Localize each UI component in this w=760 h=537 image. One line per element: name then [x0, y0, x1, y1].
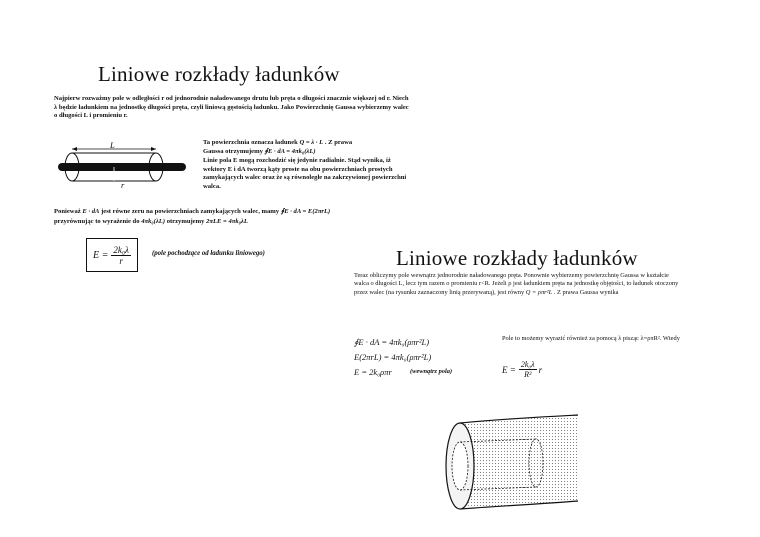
equation-3: E = 2k₀ρπr [354, 367, 392, 377]
gauss-equation: ∮E · dA = 4πk₀(λL) [264, 148, 316, 155]
charge-equation: Q = λ · L [299, 139, 324, 146]
line-charge-caption: (pole pochodzące od ładunku liniowego) [152, 250, 265, 257]
flux-line-1: Ponieważ E · dA jest równe zeru na powierzchniach zamykających walec, mamy ∮E · dA = E(2πrL) [54, 208, 331, 215]
side-line-1: Ta powierzchnia oznacza ładunek Q = λ · L . Z prawa [203, 139, 353, 146]
figure-length-label: L [110, 140, 115, 150]
flux-line-2: przyrównując to wyrażenie do 4πk₀(λL) otrzymujemy 2πLE = 4πk₀λL [54, 218, 248, 225]
line-charge-field-formula: E = $\frac{\text{2k₀λ}}{r}$ [86, 238, 138, 272]
side-line-2: Gaussa otrzymujemy ∮E · dA = 4πk₀(λL) [203, 148, 316, 155]
equation-2: E(2πrL) = 4πk₀(ρπr²L) [354, 352, 432, 362]
equation-1: ∮E · dA = 4πk₀(ρπr²L) [354, 337, 430, 347]
lambda-note: Pole to możemy wyrazić również za pomocą λ pisząc λ=ρπR². Wtedy [502, 335, 680, 342]
slide2-title: Liniowe rozkłady ładunków [396, 246, 638, 270]
slide1-title: Liniowe rozkłady ładunków [98, 62, 340, 86]
slide2-intro: Teraz obliczymy pole wewnątrz jednorodnie naładowanego pręta. Ponownie wybierzemy powierzchnię Gaussa w kształcie walca o długości L, lecz tym razem o promieniu r<R. Jeżeli ρ jest ładunkiem pręta na jednostkę objętości, to ładunek otoczony przez walec (na rysunku zaznaczony linią przerywaną), jest równy Q = ρπr²L . Z prawa Gaussa wynika [354, 272, 679, 296]
rod-lambda-field-formula: E = $\frac{\text{2k₀λ}}{\text{R²}}$ r [502, 360, 543, 379]
equation-3-caption: (wewnątrz pola) [410, 368, 453, 375]
figure-radius-label: r [121, 180, 125, 190]
side-explanation: Linie pola E mogą rozchodzić się jedynie radialnie. Stąd wynika, iż wektory E i dA tworzą kąty proste na obu powierzchniach prostych zamykających walec oraz że są równoległe na zakrzywionej powierzchni walca. [203, 157, 407, 190]
charged-wire [58, 163, 186, 171]
slide1-intro: Najpierw rozważmy pole w odległości r od jednorodnie naładowanego drutu lub pręta o długości znacznie większej od r. Niech λ będzie ładunkiem na jednostkę długości pręta, czyli liniową gęstością ładunku. Jako Powierzchnię Gaussa wybierzemy walec o długości L i promieniu r. [54, 95, 409, 120]
solid-rod-figure [440, 405, 580, 515]
enclosed-charge-equation: Q = ρπr²L [525, 288, 553, 296]
rod-body [460, 415, 578, 509]
gauss-inner-cylinder [452, 442, 468, 490]
